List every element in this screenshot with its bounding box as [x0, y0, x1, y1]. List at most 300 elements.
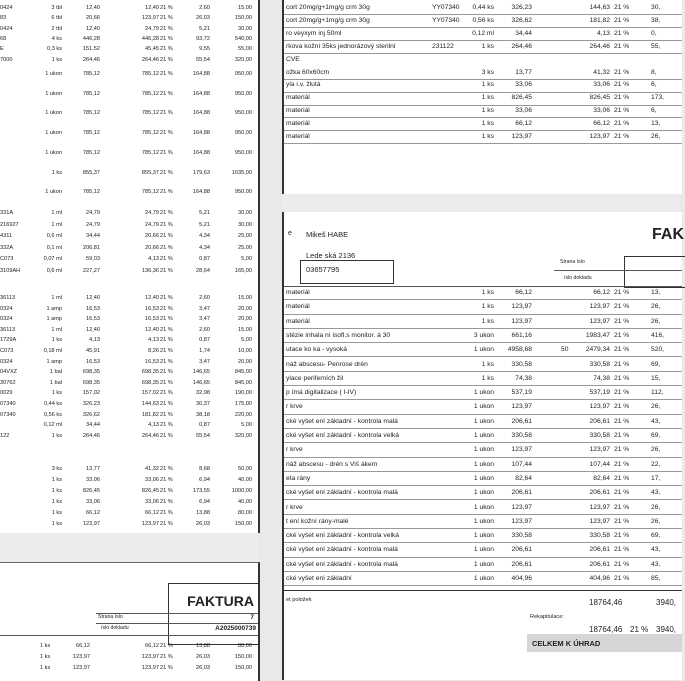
vat-rate: 21 %: [160, 71, 173, 77]
vat-rate: 21 %: [160, 520, 173, 527]
unit-price: 326,62: [511, 16, 532, 24]
net-total: 330,58: [589, 360, 610, 368]
quantity: 1 ukon: [473, 389, 494, 397]
quantity: 0,44 ks: [472, 4, 494, 11]
net-total: 123,97: [589, 517, 610, 525]
vat-rate: 21 %: [614, 374, 630, 382]
item-description: materiál: [286, 120, 310, 128]
gross-total: 950,00: [234, 71, 252, 77]
vat-amount: 43,: [651, 546, 661, 554]
item-code: 122: [0, 432, 10, 439]
unit-price: 123,97: [82, 520, 100, 527]
quantity: 1 ukon: [45, 189, 62, 196]
items-count-label: et položek: [286, 597, 312, 603]
vat-rate: 21 %: [160, 169, 173, 176]
quantity: 1 ks: [40, 665, 51, 671]
vat-rate: 21 %: [614, 546, 630, 554]
net-total: 107,44: [589, 460, 610, 468]
vat-amount: 26,03: [196, 15, 210, 22]
invoice-page-left-top: [0, 0, 260, 533]
quantity: 1 amp: [46, 305, 62, 312]
quantity: 1 ks: [51, 56, 62, 63]
vat-rate: 21 %: [160, 244, 173, 251]
quantity: 3 ukon: [473, 331, 494, 339]
item-description: materiál: [286, 303, 310, 311]
table-row: [284, 28, 682, 41]
vat-rate: 21 %: [614, 517, 630, 525]
item-description: materiál: [286, 94, 310, 102]
vat-amount: 164,88: [192, 189, 210, 196]
table-row: [284, 502, 682, 515]
gross-total: 30,00: [238, 210, 252, 216]
vat-amount: 43,: [651, 417, 661, 425]
vat-rate: 21 %: [614, 403, 630, 411]
quantity: 1 ukon: [45, 149, 62, 156]
table-row: [284, 15, 682, 28]
item-description: cort 20mg/g+1mg/g crm 30g: [286, 4, 370, 11]
quantity: 1 ukon: [473, 575, 494, 582]
gross-total: 20,00: [238, 305, 252, 312]
item-code: YY07340: [432, 4, 460, 11]
table-row: [284, 559, 682, 572]
net-total: 66,12: [145, 509, 159, 516]
vat-rate: 21 %: [160, 189, 173, 196]
vat-rate: 21 %: [160, 149, 173, 156]
unit-price: 20,66: [86, 15, 100, 22]
total-net: 18764,46: [589, 598, 623, 607]
item-description: CVE: [286, 55, 300, 63]
quantity: 1 amp: [46, 358, 62, 365]
table-row: [284, 287, 682, 300]
unit-price: 785,12: [82, 149, 100, 156]
discount: 50: [561, 346, 569, 354]
vat-rate: 21 %: [614, 303, 630, 311]
quantity: 1 bal: [49, 379, 62, 386]
unit-price: 45,91: [86, 348, 100, 354]
gross-total: 1000,00: [231, 487, 252, 494]
vat-amount: 520,: [651, 346, 665, 354]
item-code: 68: [0, 35, 7, 42]
table-row: [284, 54, 682, 66]
unit-price: 855,37: [82, 169, 100, 176]
vat-rate: 21 %: [160, 358, 173, 365]
net-total: 537,19: [589, 389, 610, 397]
item-code: 0029: [0, 390, 13, 397]
gross-total: 150,00: [234, 520, 252, 527]
recap-tax: 3940,: [656, 625, 677, 634]
gross-total: 165,00: [234, 268, 252, 274]
unit-price: 24,79: [86, 221, 100, 228]
gross-total: 5,00: [241, 256, 252, 263]
item-description: cké vyšet ení základní - kontrola velká: [286, 432, 399, 439]
vat-rate: 21 %: [614, 331, 630, 339]
quantity: 0,12 ml: [43, 422, 62, 429]
item-code: 0324: [0, 316, 13, 323]
quantity: 1 ks: [481, 42, 494, 50]
vat-amount: 69,: [651, 360, 661, 368]
item-description: ožka 60x60cm: [286, 68, 330, 76]
item-description: ylace periferních žil: [286, 374, 344, 382]
table-row: [0, 242, 258, 254]
vat-amount: 3,47: [199, 358, 210, 365]
unit-price: 66,12: [515, 120, 532, 128]
total-tax: 3940,: [656, 598, 677, 607]
item-description: r krve: [286, 446, 303, 454]
item-description: yla i.v. žlutá: [286, 81, 321, 89]
item-code: 04VXZ: [0, 369, 18, 376]
unit-price: 13,77: [515, 68, 532, 76]
vat-rate: 21 %: [614, 474, 630, 482]
invoice-page-left-bottom: [0, 562, 260, 681]
item-code: YY07340: [432, 16, 460, 24]
unit-price: 123,97: [511, 317, 532, 325]
unit-price: 16,53: [86, 358, 100, 365]
net-total: 785,12: [141, 90, 159, 97]
unit-price: 661,16: [511, 331, 532, 339]
gross-total: 10,00: [238, 348, 252, 354]
item-code: E: [0, 46, 4, 53]
vat-amount: 2,60: [199, 295, 210, 301]
unit-price: 330,58: [511, 360, 532, 368]
gross-total: 80,00: [238, 509, 252, 516]
net-total: 66,12: [145, 643, 159, 649]
table-row: [284, 401, 682, 414]
gross-total: 1035,00: [231, 169, 252, 176]
item-code: 36113: [0, 326, 16, 333]
table-row: [0, 88, 258, 100]
unit-price: 16,53: [86, 305, 100, 312]
unit-price: 537,19: [511, 389, 532, 397]
page-number-label: Strana íslo: [98, 614, 123, 620]
page-gap: [282, 194, 680, 212]
vat-rate: 21 %: [160, 326, 173, 333]
vat-rate: 21 %: [160, 643, 173, 649]
vat-amount: 146,65: [192, 369, 210, 376]
item-code: 0324: [0, 358, 13, 365]
gross-total: 950,00: [234, 189, 252, 196]
net-total: 66,12: [593, 120, 610, 128]
quantity: 0,1 ml: [46, 244, 62, 251]
vat-amount: 13,: [651, 289, 661, 296]
table-row: [284, 131, 682, 144]
vat-rate: 21 %: [160, 654, 173, 660]
total-due-label: CELKEM K ÚHRAD: [532, 639, 601, 648]
gross-total: 25,00: [238, 244, 252, 251]
vat-rate: 21 %: [614, 120, 630, 128]
table-row: [284, 430, 682, 443]
gross-total: 175,00: [234, 401, 252, 407]
quantity: 0,56 ks: [472, 16, 494, 24]
vat-amount: 26,: [651, 446, 661, 454]
unit-price: 82,64: [515, 474, 532, 482]
table-row: [284, 487, 682, 500]
quantity: 0,3 ks: [47, 46, 62, 53]
vat-amount: 0,87: [199, 422, 210, 429]
gross-total: 320,00: [234, 432, 252, 439]
vat-rate: 21 %: [614, 575, 630, 582]
unit-price: 330,58: [511, 532, 532, 540]
net-total: 123,97: [141, 520, 159, 527]
item-description: rkova kožní 35ks jednorázový sterilní: [286, 42, 396, 50]
net-total: 698,35: [141, 379, 159, 386]
table-row: [0, 186, 258, 198]
item-code: 231122: [432, 42, 454, 50]
vat-rate: 21 %: [614, 489, 630, 497]
vat-amount: 26,: [651, 517, 661, 525]
gross-total: 20,00: [238, 358, 252, 365]
recap-net: 18764,46: [589, 625, 623, 634]
table-row: [284, 79, 682, 92]
item-description: náž abscesu- Penrose drén: [286, 360, 368, 368]
unit-price: 123,97: [72, 654, 90, 660]
item-description: cké vyšet ení základní - kontrola malá: [286, 560, 398, 568]
vat-amount: 173,55: [192, 487, 210, 494]
net-total: 4,13: [596, 29, 610, 37]
net-total: 855,37: [141, 169, 159, 176]
vat-rate: 21 %: [160, 401, 173, 407]
gross-total: 15,00: [238, 295, 252, 301]
gross-total: 845,00: [234, 379, 252, 386]
quantity: 1 ukon: [45, 110, 62, 117]
vat-rate: 21 %: [160, 487, 173, 494]
quantity: 1 ml: [51, 210, 62, 216]
gross-total: 190,00: [234, 390, 252, 397]
quantity: 1 ukon: [473, 403, 494, 411]
net-total: 181,82: [141, 411, 159, 418]
net-total: 123,97: [589, 503, 610, 511]
gross-total: 20,00: [238, 316, 252, 323]
quantity: 1 ks: [51, 390, 62, 397]
net-total: 264,46: [589, 42, 610, 50]
gross-total: 540,00: [234, 35, 252, 42]
quantity: 1 ks: [51, 509, 62, 516]
unit-price: 13,77: [86, 466, 100, 472]
vat-amount: 6,: [651, 107, 657, 115]
invoice-title: FAK: [652, 226, 684, 243]
quantity: 0,07 ml: [43, 256, 62, 263]
quantity: 1 ukon: [473, 489, 494, 497]
item-description: materiál: [286, 133, 310, 140]
item-code: 4311: [0, 233, 13, 240]
vat-rate: 21 %: [160, 466, 173, 472]
item-description: cké vyšet ení základní - kontrola malá: [286, 489, 398, 497]
vat-rate: 21 %: [160, 5, 173, 11]
net-total: 123,97: [589, 446, 610, 454]
unit-price: 206,61: [511, 546, 532, 554]
quantity: 1 ukon: [45, 90, 62, 97]
item-code: 331A: [0, 210, 14, 216]
unit-price: 264,46: [511, 42, 532, 50]
item-description: cort 20mg/g+1mg/g crm 30g: [286, 16, 370, 24]
gross-total: 55,00: [238, 46, 252, 53]
vat-amount: 85,: [651, 575, 661, 582]
vat-amount: 69,: [651, 432, 661, 439]
vat-rate: 21 %: [160, 390, 173, 397]
vat-rate: 21 %: [160, 316, 173, 323]
unit-price: 66,12: [76, 643, 90, 649]
net-total: 785,12: [141, 71, 159, 77]
quantity: 1 amp: [46, 316, 62, 323]
vat-amount: 146,65: [192, 379, 210, 386]
unit-price: 330,58: [511, 432, 532, 439]
gross-total: 220,00: [234, 411, 252, 418]
quantity: 1 ukon: [473, 532, 494, 540]
gross-total: 845,00: [234, 369, 252, 376]
net-total: 330,58: [589, 532, 610, 540]
table-row: [0, 147, 258, 159]
net-total: 20,66: [145, 233, 159, 240]
quantity: 1 bal: [49, 369, 62, 376]
vat-rate: 21 %: [614, 289, 630, 296]
table-row: [0, 662, 258, 674]
net-total: 20,66: [145, 244, 159, 251]
unit-price: 326,23: [82, 401, 100, 407]
unit-price: 123,97: [511, 403, 532, 411]
item-code: 3109AH: [0, 268, 21, 274]
net-total: 206,61: [589, 489, 610, 497]
quantity: 1 ks: [51, 337, 62, 344]
unit-price: 33,06: [86, 498, 100, 505]
quantity: 1 ks: [40, 643, 51, 649]
unit-price: 785,12: [82, 130, 100, 137]
item-code: 0424: [0, 5, 13, 11]
vat-rate: 21 %: [160, 56, 173, 63]
vat-amount: 43,: [651, 489, 661, 497]
table-row: [284, 387, 682, 400]
net-total: 123,97: [141, 15, 159, 22]
vat-amount: 0,87: [199, 337, 210, 344]
unit-price: 698,35: [82, 369, 100, 376]
vat-amount: 164,88: [192, 71, 210, 77]
net-total: 206,61: [589, 417, 610, 425]
vat-rate: 21 %: [614, 532, 630, 540]
table-row: [284, 2, 682, 15]
item-description: stézie inhala ní isofl.s monitor. á 30: [286, 331, 391, 339]
vat-amount: 17,: [651, 474, 661, 482]
gross-total: 5,00: [241, 422, 252, 429]
gross-total: 150,00: [234, 665, 252, 671]
vat-rate: 21 %: [160, 476, 173, 483]
net-total: 45,45: [145, 46, 159, 53]
table-row: [284, 459, 682, 472]
vat-rate: 21 %: [614, 133, 630, 140]
gross-total: 40,00: [238, 498, 252, 505]
vat-rate: 21 %: [614, 346, 630, 354]
gross-total: 950,00: [234, 110, 252, 117]
quantity: 1 ks: [40, 654, 51, 660]
net-total: 2479,34: [585, 346, 610, 354]
table-row: [284, 530, 682, 543]
vat-amount: 26,: [651, 133, 661, 140]
quantity: 6 tbl: [51, 15, 62, 22]
quantity: 1 ukon: [473, 503, 494, 511]
table-row: [284, 330, 682, 343]
net-total: 4,13: [148, 422, 159, 429]
net-total: 785,12: [141, 149, 159, 156]
quantity: 1 ks: [481, 303, 494, 311]
net-total: 404,96: [589, 575, 610, 582]
net-total: 136,36: [141, 268, 159, 274]
net-total: 698,35: [141, 369, 159, 376]
table-row: [0, 430, 258, 442]
net-total: 206,61: [589, 560, 610, 568]
vat-rate: 21 %: [160, 46, 173, 53]
vat-rate: 21 %: [614, 446, 630, 454]
quantity: 1 ks: [481, 81, 494, 89]
vat-amount: 1,74: [199, 348, 210, 354]
quantity: 1 ukon: [473, 474, 494, 482]
net-total: 8,26: [148, 348, 159, 354]
quantity: 0,6 ml: [46, 233, 62, 240]
table-row: [0, 107, 258, 119]
unit-price: 206,81: [82, 244, 100, 251]
unit-price: 59,03: [86, 256, 100, 263]
item-description: p ímá digitalizace ( I-IV): [286, 389, 357, 397]
table-row: [284, 316, 682, 329]
table-row: [0, 230, 258, 242]
vat-amount: 164,88: [192, 149, 210, 156]
vat-amount: 4,34: [199, 233, 210, 240]
unit-price: 4958,68: [507, 346, 532, 354]
vat-rate: 21 %: [160, 665, 173, 671]
unit-price: 66,12: [515, 289, 532, 296]
quantity: 0,18 ml: [43, 348, 62, 354]
vat-rate: 21 %: [160, 305, 173, 312]
quantity: 0,56 ks: [43, 411, 62, 418]
quantity: 1 ks: [51, 476, 62, 483]
unit-price: 785,12: [82, 71, 100, 77]
vat-rate: 21 %: [160, 25, 173, 32]
vat-amount: 416,: [651, 331, 665, 339]
quantity: 2 tbl: [51, 25, 62, 32]
customer-street: Lede ská 2136: [306, 251, 356, 260]
quantity: 1 ml: [51, 221, 62, 228]
vat-amount: 26,: [651, 403, 661, 411]
vat-amount: 26,03: [196, 654, 210, 660]
unit-price: 785,12: [82, 189, 100, 196]
header-box: [624, 256, 685, 288]
quantity: 1 ks: [51, 498, 62, 505]
vat-amount: 5,21: [199, 25, 210, 32]
vat-rate: 21 %: [614, 432, 630, 439]
table-row: [0, 253, 258, 265]
unit-price: 206,61: [511, 489, 532, 497]
item-code: 7000: [0, 56, 13, 63]
item-code: 07340: [0, 401, 16, 407]
table-row: [0, 54, 258, 66]
vat-amount: 164,88: [192, 130, 210, 137]
gross-total: 40,00: [238, 476, 252, 483]
net-total: 41,32: [145, 466, 159, 472]
item-code: 0324: [0, 305, 13, 312]
quantity: 1 ks: [51, 520, 62, 527]
vat-rate: 21 %: [614, 107, 630, 115]
table-row: [0, 265, 258, 277]
net-total: 123,97: [141, 665, 159, 671]
quantity: 1 ukon: [473, 546, 494, 554]
item-description: utace ko ka - vysoká: [286, 346, 347, 354]
net-total: 206,61: [589, 546, 610, 554]
net-total: 4,13: [148, 337, 159, 344]
vat-rate: 21 %: [160, 210, 173, 216]
table-row: [284, 92, 682, 105]
vat-amount: 9,55: [199, 46, 210, 53]
vat-rate: 21 %: [160, 90, 173, 97]
table-row: [284, 344, 682, 357]
vat-amount: 55,54: [196, 56, 210, 63]
unit-price: 404,96: [511, 575, 532, 582]
item-code: 36113: [0, 295, 16, 301]
